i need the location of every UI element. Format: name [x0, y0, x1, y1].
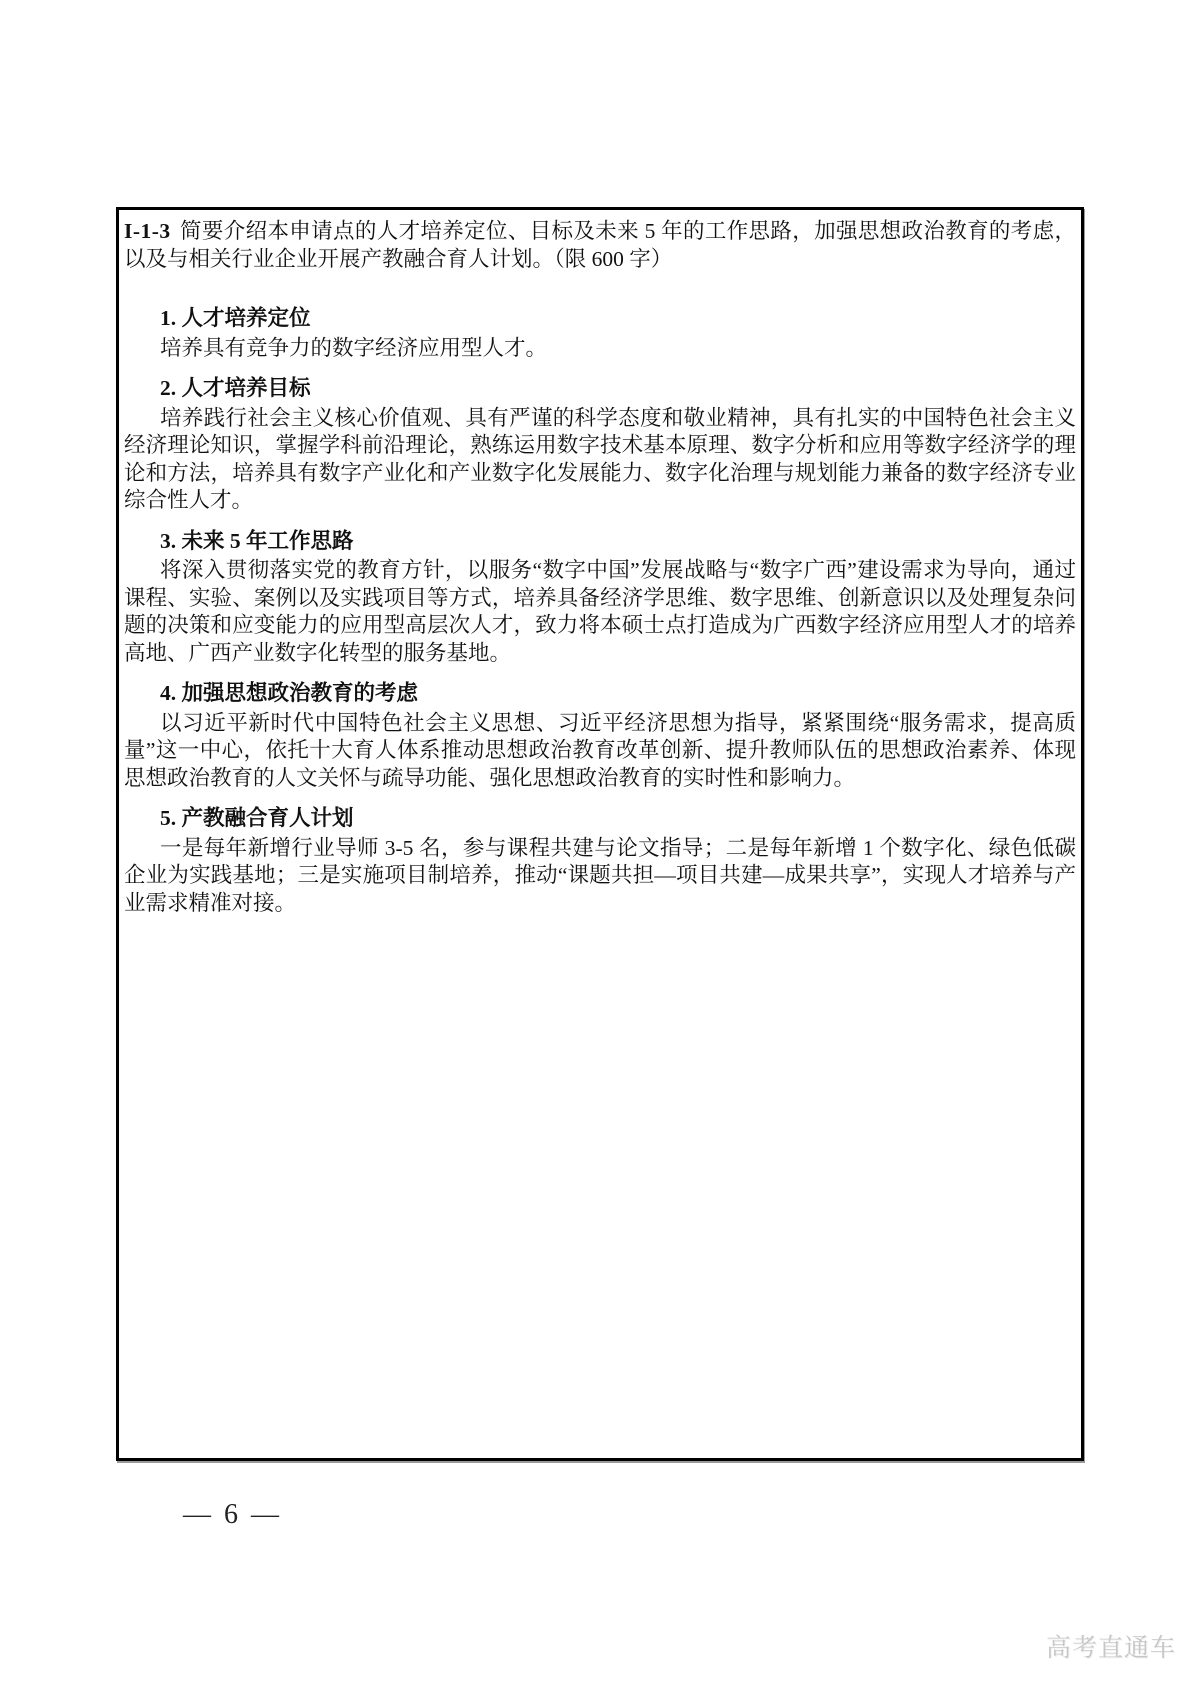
watermark: 高考直通车 — [1046, 1634, 1177, 1662]
page-number: — 6 — — [183, 1499, 282, 1530]
prompt-text: 简要介绍本申请点的人才培养定位、目标及未来 5 年的工作思路，加强思想政治教育的考虑，以及与相关行业企业开展产教融合育人计划。（限 600 字） — [124, 219, 1076, 271]
form-field-box — [116, 207, 1084, 1461]
section-heading-ideological-education: 4. 加强思想政治教育的考虑 — [160, 681, 419, 705]
section-heading-five-year-plan: 3. 未来 5 年工作思路 — [160, 528, 354, 553]
section-body-industry-education-plan: 一是每年新增行业导师 3-5 名，参与课程共建与论文指导；二是每年新增 1 个数字化、绿色低碳企业为实践基地；三是实施项目制培养，推动“课题共担—项目共建—成果共享”，实现人才培养与产业需求精准对接。 — [124, 835, 1076, 915]
section-body-talent-positioning: 培养具有竞争力的数字经济应用型人才。 — [160, 335, 548, 360]
section-body-five-year-plan: 将深入贯彻落实党的教育方针，以服务“数字中国”发展战略与“数字广西”建设需求为导向，通过课程、实验、案例以及实践项目等方式，培养具备经济学思维、数字思维、创新意识以及处理复杂问题的决策和应变能力的应用型高层次人才，致力将本硕士点打造成为广西数字经济应用型人才的培养高地、广西产业数字化转型的服务基地。 — [124, 558, 1076, 665]
section-heading-industry-education-plan: 5. 产教融合育人计划 — [160, 806, 354, 830]
section-heading-training-goals: 2. 人才培养目标 — [160, 376, 311, 400]
section-body-training-goals: 培养践行社会主义核心价值观、具有严谨的科学态度和敬业精神，具有扎实的中国特色社会主义经济理论知识，掌握学科前沿理论，熟练运用数字技术基本原理、数字分析和应用等数字经济学的理论和方法，培养具有数字产业化和产业数字化发展能力、数字化治理与规划能力兼备的数字经济专业综合性人才。 — [124, 405, 1076, 512]
section-heading-talent-positioning: 1. 人才培养定位 — [160, 306, 311, 330]
section-body-ideological-education: 以习近平新时代中国特色社会主义思想、习近平经济思想为指导，紧紧围绕“服务需求，提高质量”这一中心，依托十大育人体系推动思想政治教育改革创新、提升教师队伍的思想政治素养、体现思想政治教育的人文关怀与疏导功能、强化思想政治教育的实时性和影响力。 — [124, 710, 1076, 790]
prompt-paragraph — [124, 218, 1076, 273]
prompt-id: I-1-3 — [124, 219, 171, 243]
